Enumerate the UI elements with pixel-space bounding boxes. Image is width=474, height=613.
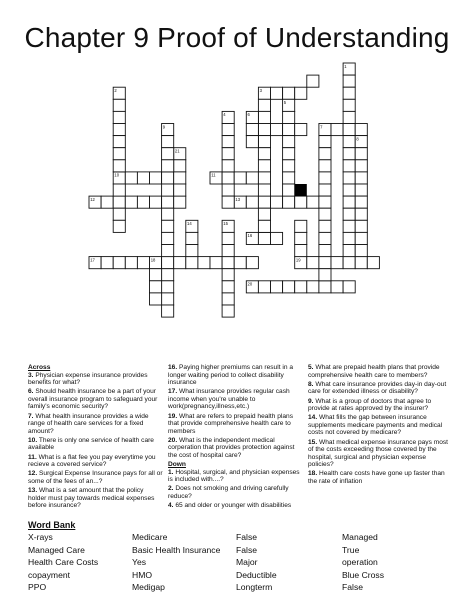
crossword-cell[interactable]: [125, 257, 137, 269]
word-bank-item: False: [342, 582, 364, 593]
crossword-cell[interactable]: [258, 196, 270, 208]
crossword-cell[interactable]: [258, 184, 270, 196]
page-title: Chapter 9 Proof of Understanding: [24, 22, 450, 53]
clue-number: 12: [90, 196, 95, 202]
clue-text: What fills the gap between insurance supplements medicare payments and medical costs not covered by medicare?: [308, 414, 443, 437]
clue-item: [308, 364, 448, 379]
crossword-cell[interactable]: [113, 136, 125, 148]
clue-number-label: 19.: [168, 412, 178, 420]
crossword-cell[interactable]: [283, 184, 295, 196]
clue-number-label: 14.: [308, 414, 318, 422]
clue-item: [308, 398, 448, 413]
word-bank-item: operation: [342, 557, 378, 568]
crossword-cell[interactable]: [355, 124, 367, 136]
crossword-cell[interactable]: [307, 281, 319, 293]
clue-text: 65 and older or younger with disabilities: [173, 502, 292, 510]
clue-item: [168, 485, 303, 500]
clue-number: 19: [295, 257, 301, 263]
word-bank-item: Major: [236, 557, 258, 568]
crossword-cell[interactable]: [222, 160, 234, 172]
crossword-cell[interactable]: [307, 196, 319, 208]
crossword-cell[interactable]: [343, 172, 355, 184]
clue-number-label: 3.: [28, 371, 34, 379]
crossword-cell[interactable]: [101, 257, 113, 269]
clue-number: 21: [174, 148, 180, 154]
crossword-cell[interactable]: [222, 245, 234, 257]
crossword-cell[interactable]: [295, 245, 307, 257]
clue-item: [308, 414, 448, 437]
crossword-cell[interactable]: [258, 281, 270, 293]
crossword-cell[interactable]: [343, 232, 355, 244]
crossword-cell[interactable]: [343, 99, 355, 111]
crossword-cell[interactable]: [113, 184, 125, 196]
clue-item: [168, 469, 303, 484]
crossword-cell[interactable]: [258, 148, 270, 160]
clue-number-label: 1.: [168, 468, 174, 476]
crossword-cell[interactable]: [355, 208, 367, 220]
clue-item: [308, 381, 448, 396]
clue-number-label: 5.: [308, 364, 314, 371]
clue-item: [28, 454, 163, 469]
crossword-cell[interactable]: [234, 172, 246, 184]
crossword-cell[interactable]: [210, 257, 222, 269]
crossword-cell[interactable]: [307, 257, 319, 269]
crossword-cell[interactable]: [355, 160, 367, 172]
crossword-cell[interactable]: [234, 257, 246, 269]
clue-item: [308, 470, 448, 485]
crossword-cell[interactable]: [319, 208, 331, 220]
crossword-cell[interactable]: [113, 160, 125, 172]
mid-clues-column: [168, 364, 303, 512]
crossword-cell[interactable]: [295, 196, 307, 208]
crossword-cell[interactable]: [271, 281, 283, 293]
word-bank-item: HMO: [132, 569, 153, 580]
word-bank-item: Managed: [342, 532, 378, 542]
crossword-cell[interactable]: [150, 293, 162, 305]
word-bank-item: Health Care Costs: [28, 557, 99, 568]
word-bank-title: Word Bank: [28, 520, 76, 530]
black-cell: [295, 184, 307, 196]
crossword-cell[interactable]: [113, 208, 125, 220]
across-heading: Across: [28, 364, 51, 371]
word-bank-item: Deductible: [236, 569, 277, 580]
crossword-cell[interactable]: [343, 281, 355, 293]
crossword-cell[interactable]: [222, 281, 234, 293]
clue-item: [168, 388, 303, 411]
clue-text: Surgical Expense Insurance pays for all or some of the fees of an...?: [28, 470, 163, 485]
word-bank-item: True: [342, 544, 360, 555]
crossword-cell[interactable]: [295, 87, 307, 99]
crossword-cell[interactable]: [343, 257, 355, 269]
crossword-cell[interactable]: [186, 245, 198, 257]
crossword-cell[interactable]: [355, 148, 367, 160]
crossword-cell[interactable]: [113, 196, 125, 208]
crossword-cell[interactable]: [150, 196, 162, 208]
clue-text: There is only one service of health care available: [28, 436, 154, 452]
clue-number: 5: [283, 100, 287, 106]
crossword-cell[interactable]: [162, 281, 174, 293]
clue-item: [168, 364, 303, 387]
crossword-cell[interactable]: [222, 196, 234, 208]
clue-item: [168, 437, 303, 460]
crossword-cell[interactable]: [113, 99, 125, 111]
crossword-cell[interactable]: [258, 160, 270, 172]
crossword-cell[interactable]: [331, 257, 343, 269]
clue-number-label: 17.: [168, 388, 178, 396]
crossword-cell[interactable]: [162, 269, 174, 281]
clue-text: What are refers to prepaid health plans that provide comprehensive health care to members: [168, 412, 293, 435]
crossword-cell[interactable]: [113, 257, 125, 269]
crossword-cell[interactable]: [343, 111, 355, 123]
crossword-cell[interactable]: [271, 124, 283, 136]
clue-number-label: 9.: [308, 397, 314, 405]
crossword-cell[interactable]: [246, 257, 258, 269]
crossword-cell[interactable]: [150, 269, 162, 281]
clue-number-label: 8.: [308, 380, 314, 388]
clue-number-label: 16.: [168, 364, 178, 371]
clue-number: 16: [247, 233, 253, 239]
crossword-cell[interactable]: [162, 148, 174, 160]
crossword-cell[interactable]: [246, 172, 258, 184]
clue-text: What health insurance provides a wide range of health care services for a fixed amount?: [28, 412, 149, 435]
crossword-cell[interactable]: [367, 257, 379, 269]
crossword-cell[interactable]: [295, 124, 307, 136]
clue-item: [168, 413, 303, 436]
crossword-cell[interactable]: [319, 184, 331, 196]
clue-text: Health care costs have gone up faster than the rate of inflation: [308, 470, 445, 485]
crossword-cell[interactable]: [162, 208, 174, 220]
clue-number: 1: [344, 63, 347, 69]
crossword-cell[interactable]: [162, 293, 174, 305]
crossword-cell[interactable]: [258, 208, 270, 220]
clue-number: 15: [223, 221, 228, 227]
crossword-cell[interactable]: [319, 281, 331, 293]
clue-number: 3: [259, 88, 262, 93]
crossword-cell[interactable]: [343, 220, 355, 232]
crossword-cell[interactable]: [319, 196, 331, 208]
crossword-cell[interactable]: [174, 257, 186, 269]
crossword-cell[interactable]: [283, 172, 295, 184]
crossword-cell[interactable]: [343, 148, 355, 160]
crossword-cell[interactable]: [258, 136, 270, 148]
crossword-cell[interactable]: [162, 184, 174, 196]
clue-number-label: 20.: [168, 436, 178, 444]
crossword-cell[interactable]: [319, 172, 331, 184]
crossword-cell[interactable]: [258, 232, 270, 244]
down-clues-column: [308, 364, 448, 487]
crossword-cell[interactable]: [307, 75, 319, 87]
clue-text: What insurance provides regular cash income when you're unable to work(pregnancy,illness,etc.): [168, 388, 290, 411]
word-bank-item: Managed Care: [28, 544, 85, 555]
clue-item: [28, 413, 163, 436]
crossword-cell[interactable]: [343, 87, 355, 99]
down-heading: Down: [168, 461, 186, 469]
crossword-cell[interactable]: [137, 196, 149, 208]
clue-text: Hospital, surgical, and physician expenses is included with....?: [168, 468, 300, 484]
clue-number: 13: [235, 196, 241, 202]
clue-item: [28, 487, 163, 510]
crossword-cell[interactable]: [222, 269, 234, 281]
clue-number-label: 12.: [28, 470, 38, 478]
crossword-cell[interactable]: [162, 245, 174, 257]
word-bank-item: copayment: [28, 569, 71, 580]
clue-text: Physician expense insurance provides benefits for what?: [28, 371, 148, 386]
clue-item: [308, 439, 448, 469]
clue-text: What is a flat fee you pay everytime you recieve a covered service?: [28, 453, 156, 469]
clue-text: What medical expense insurance pays most of the costs exceeding those covered by the hospital, surgical and physician expense policies?: [308, 438, 449, 469]
clue-text: What are prepaid health plans that provide comprehensive health care to members?: [308, 364, 440, 379]
crossword-cell[interactable]: [174, 160, 186, 172]
crossword-cell[interactable]: [319, 269, 331, 281]
clue-number: 6: [247, 112, 250, 118]
crossword-cell[interactable]: [162, 220, 174, 232]
word-bank-item: X-rays: [28, 532, 53, 542]
clue-number-label: 2.: [168, 485, 174, 493]
crossword-cell[interactable]: [355, 184, 367, 196]
crossword-cell[interactable]: [222, 148, 234, 160]
clue-text: What is a set amount that the policy holder must pay towards medical expenses before insurance?: [28, 487, 155, 510]
crossword-cell[interactable]: [162, 305, 174, 317]
clue-number: 14: [187, 221, 192, 227]
crossword-cell[interactable]: [343, 136, 355, 148]
word-bank-item: Blue Cross: [342, 569, 385, 580]
crossword-cell[interactable]: [319, 232, 331, 244]
crossword-cell[interactable]: [150, 172, 162, 184]
crossword-cell[interactable]: [113, 111, 125, 123]
across-clues-column: [28, 364, 163, 512]
crossword-cell[interactable]: [246, 124, 258, 136]
clue-number: 17: [90, 257, 95, 263]
crossword-cell[interactable]: [113, 148, 125, 160]
crossword-cell[interactable]: [331, 281, 343, 293]
crossword-cell[interactable]: [283, 111, 295, 123]
crossword-cell[interactable]: [331, 124, 343, 136]
crossword-cell[interactable]: [258, 220, 270, 232]
crossword-cell[interactable]: [355, 196, 367, 208]
crossword-cell[interactable]: [258, 111, 270, 123]
crossword-cell[interactable]: [295, 281, 307, 293]
word-bank-item: PPO: [28, 582, 47, 593]
word-bank-item: False: [236, 544, 258, 555]
crossword-cell[interactable]: [222, 136, 234, 148]
crossword-cell[interactable]: [295, 232, 307, 244]
crossword-cell[interactable]: [271, 87, 283, 99]
crossword-cell[interactable]: [113, 124, 125, 136]
word-bank-item: Longterm: [236, 582, 273, 593]
crossword-cell[interactable]: [222, 124, 234, 136]
crossword-cell[interactable]: [137, 172, 149, 184]
clue-number: 18: [150, 257, 156, 263]
clue-text: Does not smoking and driving carefully reduce?: [168, 485, 289, 500]
crossword-cell[interactable]: [222, 293, 234, 305]
crossword-cell[interactable]: [162, 136, 174, 148]
crossword-cell[interactable]: [186, 257, 198, 269]
crossword-cell[interactable]: [343, 184, 355, 196]
clue-number-label: 18.: [308, 470, 318, 478]
crossword-cell[interactable]: [222, 172, 234, 184]
crossword-cell[interactable]: [319, 136, 331, 148]
crossword-cell[interactable]: [162, 232, 174, 244]
crossword-cell[interactable]: [222, 232, 234, 244]
clue-text: What is a group of doctors that agree to provide at rates approved by the insurer?: [308, 397, 432, 413]
crossword-cell[interactable]: [246, 196, 258, 208]
word-bank-item: Medicare: [132, 532, 168, 542]
clue-number: 2: [114, 88, 117, 93]
crossword-cell[interactable]: [355, 257, 367, 269]
crossword-cell[interactable]: [343, 124, 355, 136]
clue-number-label: 4.: [168, 502, 174, 510]
clue-number: 7: [320, 124, 323, 130]
clue-number: 4: [223, 112, 226, 118]
crossword-cell[interactable]: [283, 196, 295, 208]
crossword-cell[interactable]: [258, 172, 270, 184]
crossword-cell[interactable]: [319, 220, 331, 232]
crossword-cell[interactable]: [355, 220, 367, 232]
crossword-cell[interactable]: [101, 196, 113, 208]
crossword-cell[interactable]: [355, 232, 367, 244]
crossword-cell[interactable]: [162, 196, 174, 208]
crossword-cell[interactable]: [186, 232, 198, 244]
clue-number-label: 6.: [28, 388, 34, 396]
crossword-cell[interactable]: [150, 281, 162, 293]
clue-item: [28, 437, 163, 452]
crossword-cell[interactable]: [283, 124, 295, 136]
crossword-cell[interactable]: [343, 160, 355, 172]
crossword-cell[interactable]: [162, 172, 174, 184]
crossword-cell[interactable]: [137, 257, 149, 269]
crossword-cell[interactable]: [343, 75, 355, 87]
clue-item: [168, 502, 303, 510]
crossword-cell[interactable]: [319, 148, 331, 160]
clue-text: What care insurance provides day-in day-out care for extended illness or disability?: [308, 380, 447, 396]
crossword-cell[interactable]: [343, 245, 355, 257]
crossword-cell[interactable]: [283, 281, 295, 293]
crossword-cell[interactable]: [258, 124, 270, 136]
word-bank-item: Yes: [132, 557, 147, 568]
clue-item: [28, 372, 163, 387]
crossword-cell[interactable]: [162, 160, 174, 172]
crossword-cell[interactable]: [283, 148, 295, 160]
crossword-cell[interactable]: [222, 257, 234, 269]
crossword-cell[interactable]: [198, 257, 210, 269]
clue-number: 9: [162, 124, 166, 130]
crossword-cell[interactable]: [355, 245, 367, 257]
crossword-cell[interactable]: [295, 220, 307, 232]
crossword-cell[interactable]: [174, 196, 186, 208]
clue-number-label: 7.: [28, 412, 34, 420]
crossword-cell[interactable]: [319, 160, 331, 172]
crossword-cell[interactable]: [343, 208, 355, 220]
word-bank-item: False: [236, 532, 258, 542]
crossword-cell[interactable]: [271, 232, 283, 244]
clue-number: 10: [114, 172, 120, 178]
clue-item: [28, 388, 163, 411]
clue-item: [28, 470, 163, 485]
clue-text: Should health insurance be a part of your overall insurance program to safeguard your family's economic security?: [28, 388, 158, 411]
clue-number: 11: [211, 172, 216, 178]
crossword-cell[interactable]: [222, 184, 234, 196]
crossword-cell[interactable]: [343, 196, 355, 208]
clue-number: 8: [356, 136, 359, 142]
crossword-cell[interactable]: [174, 184, 186, 196]
clue-number: 20: [247, 281, 253, 287]
crossword-cell[interactable]: [271, 196, 283, 208]
clue-number-label: 13.: [28, 487, 38, 495]
clue-text: Paying higher premiums can result in a longer waiting period to collect disability insurance: [168, 364, 293, 386]
crossword-cell[interactable]: [283, 160, 295, 172]
crossword-cell[interactable]: [113, 220, 125, 232]
crossword-cell[interactable]: [246, 136, 258, 148]
word-bank-item: Medigap: [132, 582, 165, 593]
crossword-cell[interactable]: [319, 257, 331, 269]
clue-number-label: 10.: [28, 436, 38, 444]
word-bank-item: Basic Health Insurance: [132, 544, 221, 555]
crossword-cell[interactable]: [174, 172, 186, 184]
clue-text: What is the independent medical corperation that provides protection against the cost of hospital care?: [168, 436, 295, 459]
crossword-cell[interactable]: [319, 245, 331, 257]
crossword-cell[interactable]: [125, 196, 137, 208]
clue-number-label: 11.: [28, 453, 37, 461]
crossword-cell[interactable]: [283, 87, 295, 99]
clue-number-label: 15.: [308, 438, 318, 446]
crossword-cell[interactable]: [222, 305, 234, 317]
crossword-cell[interactable]: [125, 172, 137, 184]
crossword-cell[interactable]: [258, 99, 270, 111]
crossword-cell[interactable]: [162, 257, 174, 269]
crossword-cell[interactable]: [283, 136, 295, 148]
crossword-cell[interactable]: [355, 172, 367, 184]
